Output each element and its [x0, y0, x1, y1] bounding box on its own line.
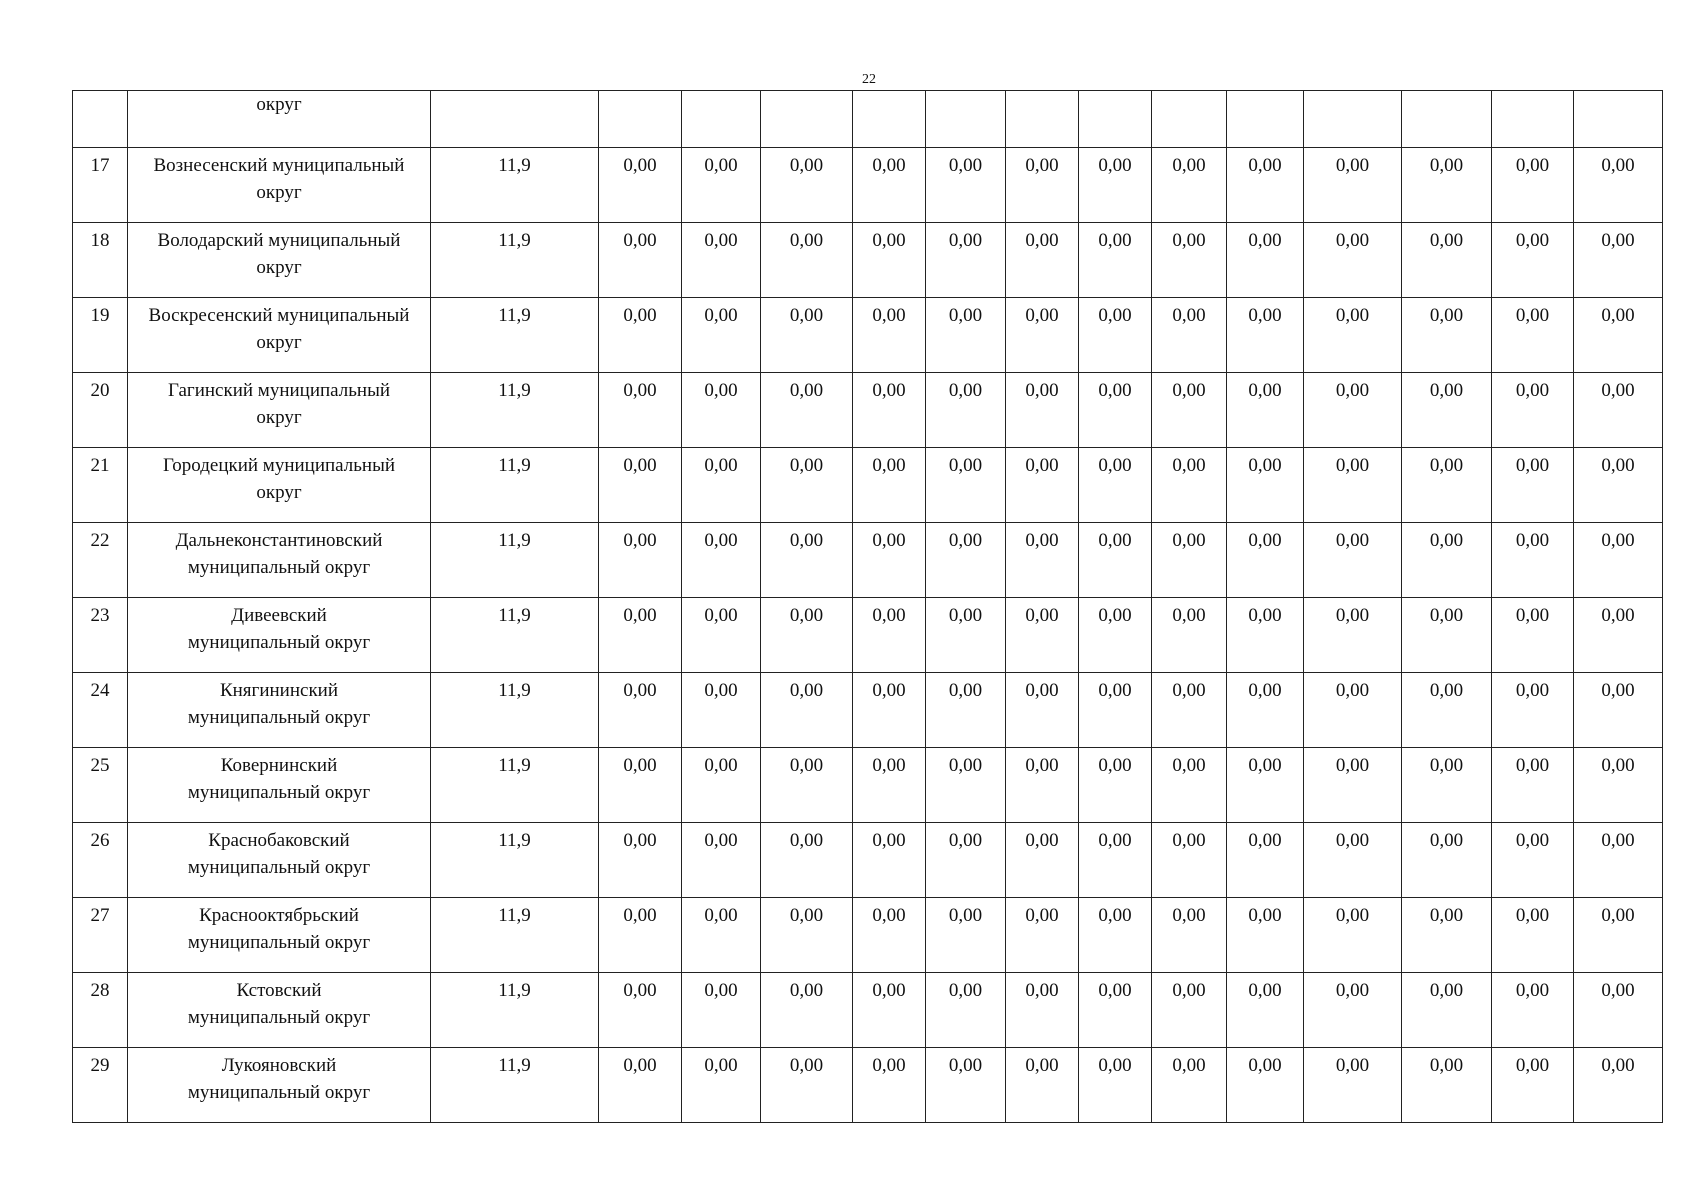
amount-cell: 0,00 [682, 823, 761, 898]
amount-cell: 0,00 [1152, 373, 1227, 448]
row-number-cell: 18 [73, 223, 128, 298]
amount-cell: 0,00 [682, 598, 761, 673]
district-name-line: округ [256, 182, 302, 203]
amount-cell: 0,00 [1006, 148, 1079, 223]
district-name-line: муниципальный округ [187, 932, 371, 953]
row-number-cell: 27 [73, 898, 128, 973]
amount-cell: 0,00 [853, 748, 926, 823]
value-cell: 11,9 [431, 373, 599, 448]
amount-cell [1227, 91, 1304, 148]
row-number-cell: 23 [73, 598, 128, 673]
amount-cell: 0,00 [853, 673, 926, 748]
amount-cell: 0,00 [1079, 1048, 1152, 1123]
amount-cell: 0,00 [1574, 748, 1663, 823]
amount-cell: 0,00 [1227, 1048, 1304, 1123]
amount-cell: 0,00 [1006, 973, 1079, 1048]
amount-cell: 0,00 [599, 1048, 682, 1123]
table-row [73, 223, 1663, 298]
amount-cell: 0,00 [1492, 598, 1574, 673]
amount-cell: 0,00 [1574, 598, 1663, 673]
district-name-cell: округ [128, 91, 431, 148]
district-name-line: Вознесенский муниципальный [153, 155, 405, 176]
amount-cell: 0,00 [1079, 973, 1152, 1048]
amount-cell: 0,00 [1227, 298, 1304, 373]
amount-cell: 0,00 [1079, 898, 1152, 973]
amount-cell: 0,00 [853, 523, 926, 598]
district-name-cell [128, 598, 431, 673]
amount-cell: 0,00 [682, 748, 761, 823]
amount-cell: 0,00 [853, 223, 926, 298]
amount-cell: 0,00 [761, 223, 853, 298]
amount-cell: 0,00 [1006, 298, 1079, 373]
amount-cell: 0,00 [853, 598, 926, 673]
amount-cell: 0,00 [1152, 973, 1227, 1048]
amount-cell [926, 91, 1006, 148]
amount-cell: 0,00 [853, 973, 926, 1048]
amount-cell: 0,00 [1304, 898, 1402, 973]
amount-cell: 0,00 [1402, 1048, 1492, 1123]
amount-cell [853, 91, 926, 148]
district-name-line: Дальнеконстантиновский [175, 530, 383, 551]
amount-cell [682, 91, 761, 148]
amount-cell: 0,00 [853, 448, 926, 523]
amount-cell: 0,00 [926, 673, 1006, 748]
amount-cell: 0,00 [1574, 373, 1663, 448]
district-name-cell [128, 898, 431, 973]
amount-cell: 0,00 [926, 223, 1006, 298]
amount-cell [1304, 91, 1402, 148]
amount-cell: 0,00 [1079, 748, 1152, 823]
row-number-cell: 22 [73, 523, 128, 598]
amount-cell: 0,00 [761, 373, 853, 448]
amount-cell: 0,00 [1402, 148, 1492, 223]
district-name-cell [128, 973, 431, 1048]
district-name-line: Гагинский муниципальный [167, 380, 391, 401]
district-name-line: Княгининский [219, 680, 339, 701]
district-name-line: Краснооктябрьский [199, 905, 359, 926]
amount-cell: 0,00 [853, 298, 926, 373]
page-number: 22 [862, 72, 876, 87]
amount-cell: 0,00 [926, 598, 1006, 673]
amount-cell: 0,00 [1006, 748, 1079, 823]
amount-cell: 0,00 [1492, 448, 1574, 523]
amount-cell: 0,00 [1006, 823, 1079, 898]
amount-cell: 0,00 [682, 373, 761, 448]
amount-cell: 0,00 [599, 823, 682, 898]
table-row [73, 523, 1663, 598]
amount-cell: 0,00 [1402, 748, 1492, 823]
amount-cell: 0,00 [1006, 223, 1079, 298]
value-cell [431, 91, 599, 148]
amount-cell: 0,00 [1574, 223, 1663, 298]
value-cell: 11,9 [431, 748, 599, 823]
amount-cell: 0,00 [1402, 373, 1492, 448]
district-name-cell [128, 823, 431, 898]
district-name-line: округ [256, 407, 302, 428]
amount-cell: 0,00 [1079, 298, 1152, 373]
table-row [73, 898, 1663, 973]
amount-cell: 0,00 [1079, 373, 1152, 448]
value-cell: 11,9 [431, 523, 599, 598]
amount-cell: 0,00 [1402, 973, 1492, 1048]
amount-cell: 0,00 [1402, 223, 1492, 298]
amount-cell: 0,00 [1304, 523, 1402, 598]
row-number-cell [73, 91, 128, 148]
amount-cell: 0,00 [1402, 823, 1492, 898]
amount-cell: 0,00 [1574, 1048, 1663, 1123]
amount-cell: 0,00 [1152, 898, 1227, 973]
amount-cell: 0,00 [1492, 148, 1574, 223]
amount-cell: 0,00 [599, 598, 682, 673]
amount-cell: 0,00 [1574, 523, 1663, 598]
district-name-line: округ [256, 332, 302, 353]
amount-cell: 0,00 [1574, 673, 1663, 748]
amount-cell: 0,00 [1227, 748, 1304, 823]
amount-cell: 0,00 [599, 673, 682, 748]
amount-cell: 0,00 [853, 1048, 926, 1123]
table-row [73, 748, 1663, 823]
amount-cell: 0,00 [1304, 1048, 1402, 1123]
amount-cell: 0,00 [1227, 523, 1304, 598]
amount-cell: 0,00 [926, 973, 1006, 1048]
amount-cell [1492, 91, 1574, 148]
table-row [73, 673, 1663, 748]
amount-cell: 0,00 [1079, 148, 1152, 223]
value-cell: 11,9 [431, 823, 599, 898]
amount-cell: 0,00 [682, 298, 761, 373]
value-cell: 11,9 [431, 298, 599, 373]
district-name-line: Ковернинский [220, 755, 338, 776]
amount-cell: 0,00 [1304, 448, 1402, 523]
amount-cell: 0,00 [1006, 448, 1079, 523]
amount-cell: 0,00 [1304, 298, 1402, 373]
district-name-cell [128, 448, 431, 523]
amount-cell: 0,00 [761, 748, 853, 823]
value-cell: 11,9 [431, 448, 599, 523]
amount-cell: 0,00 [1304, 598, 1402, 673]
amount-cell: 0,00 [1227, 223, 1304, 298]
amount-cell: 0,00 [1079, 823, 1152, 898]
row-number-cell: 20 [73, 373, 128, 448]
row-number-cell: 28 [73, 973, 128, 1048]
amount-cell: 0,00 [1006, 598, 1079, 673]
amount-cell: 0,00 [1006, 523, 1079, 598]
amount-cell: 0,00 [1227, 598, 1304, 673]
amount-cell: 0,00 [682, 223, 761, 298]
amount-cell: 0,00 [761, 898, 853, 973]
amount-cell: 0,00 [1574, 973, 1663, 1048]
district-name-line: муниципальный округ [187, 557, 371, 578]
amount-cell: 0,00 [853, 373, 926, 448]
amount-cell: 0,00 [599, 373, 682, 448]
table-row [73, 598, 1663, 673]
district-name-cell [128, 1048, 431, 1123]
amount-cell: 0,00 [1227, 898, 1304, 973]
amount-cell: 0,00 [1227, 448, 1304, 523]
amount-cell: 0,00 [1304, 973, 1402, 1048]
row-number-cell: 29 [73, 1048, 128, 1123]
table-row [73, 298, 1663, 373]
amount-cell: 0,00 [599, 448, 682, 523]
district-name-line: муниципальный округ [187, 632, 371, 653]
table-row [73, 148, 1663, 223]
amount-cell: 0,00 [1227, 673, 1304, 748]
amount-cell: 0,00 [1402, 523, 1492, 598]
amount-cell: 0,00 [1304, 673, 1402, 748]
amount-cell: 0,00 [1304, 223, 1402, 298]
amount-cell: 0,00 [1402, 898, 1492, 973]
amount-cell: 0,00 [1152, 598, 1227, 673]
amount-cell: 0,00 [1079, 448, 1152, 523]
row-number-cell: 26 [73, 823, 128, 898]
row-number-cell: 17 [73, 148, 128, 223]
amount-cell: 0,00 [1079, 673, 1152, 748]
value-cell: 11,9 [431, 898, 599, 973]
district-name-line: Лукояновский [221, 1055, 337, 1076]
amount-cell: 0,00 [1079, 523, 1152, 598]
district-name-cell [128, 148, 431, 223]
amount-cell: 0,00 [1304, 373, 1402, 448]
value-cell: 11,9 [431, 223, 599, 298]
amount-cell: 0,00 [682, 448, 761, 523]
amount-cell: 0,00 [1152, 448, 1227, 523]
district-name-line: муниципальный округ [187, 1082, 371, 1103]
amount-cell: 0,00 [1006, 373, 1079, 448]
amount-cell: 0,00 [761, 823, 853, 898]
amount-cell: 0,00 [1574, 898, 1663, 973]
district-name-cell [128, 523, 431, 598]
amount-cell: 0,00 [1574, 298, 1663, 373]
amount-cell: 0,00 [761, 598, 853, 673]
amount-cell: 0,00 [1304, 823, 1402, 898]
amount-cell [1574, 91, 1663, 148]
amount-cell: 0,00 [599, 748, 682, 823]
amount-cell: 0,00 [761, 673, 853, 748]
amount-cell: 0,00 [1152, 673, 1227, 748]
amount-cell: 0,00 [599, 898, 682, 973]
amount-cell: 0,00 [1006, 898, 1079, 973]
district-name-line: Воскресенский муниципальный [148, 305, 410, 326]
amount-cell: 0,00 [1152, 148, 1227, 223]
amount-cell: 0,00 [926, 298, 1006, 373]
amount-cell: 0,00 [1227, 148, 1304, 223]
amount-cell: 0,00 [1006, 673, 1079, 748]
amount-cell [761, 91, 853, 148]
table-body [73, 91, 1663, 1123]
amount-cell: 0,00 [1079, 223, 1152, 298]
data-table [72, 90, 1663, 1123]
amount-cell: 0,00 [682, 898, 761, 973]
district-name-cell [128, 748, 431, 823]
amount-cell: 0,00 [682, 973, 761, 1048]
amount-cell: 0,00 [1079, 598, 1152, 673]
amount-cell [1152, 91, 1227, 148]
district-name-line: муниципальный округ [187, 857, 371, 878]
amount-cell: 0,00 [599, 298, 682, 373]
table-row [73, 448, 1663, 523]
amount-cell: 0,00 [1492, 298, 1574, 373]
amount-cell: 0,00 [761, 973, 853, 1048]
amount-cell: 0,00 [1402, 598, 1492, 673]
amount-cell: 0,00 [853, 823, 926, 898]
amount-cell: 0,00 [1152, 1048, 1227, 1123]
amount-cell: 0,00 [1492, 523, 1574, 598]
district-name-line: муниципальный округ [187, 782, 371, 803]
amount-cell: 0,00 [926, 373, 1006, 448]
amount-cell: 0,00 [926, 898, 1006, 973]
district-name-line: Володарский муниципальный [157, 230, 401, 251]
amount-cell: 0,00 [682, 1048, 761, 1123]
amount-cell: 0,00 [1492, 748, 1574, 823]
table-row [73, 973, 1663, 1048]
amount-cell: 0,00 [1492, 373, 1574, 448]
amount-cell: 0,00 [761, 148, 853, 223]
district-name-line: округ [256, 482, 302, 503]
amount-cell: 0,00 [926, 148, 1006, 223]
amount-cell: 0,00 [682, 673, 761, 748]
amount-cell: 0,00 [926, 823, 1006, 898]
amount-cell: 0,00 [1227, 823, 1304, 898]
district-name-line: Дивеевский [231, 605, 327, 626]
amount-cell: 0,00 [1492, 223, 1574, 298]
amount-cell: 0,00 [1006, 1048, 1079, 1123]
district-name-line: Краснобаковский [208, 830, 350, 851]
district-name-cell [128, 673, 431, 748]
amount-cell: 0,00 [1492, 1048, 1574, 1123]
amount-cell: 0,00 [1492, 823, 1574, 898]
row-number-cell: 21 [73, 448, 128, 523]
district-name-line: муниципальный округ [187, 1007, 371, 1028]
amount-cell: 0,00 [1402, 673, 1492, 748]
amount-cell: 0,00 [926, 523, 1006, 598]
amount-cell: 0,00 [761, 298, 853, 373]
amount-cell: 0,00 [926, 1048, 1006, 1123]
amount-cell: 0,00 [926, 748, 1006, 823]
amount-cell: 0,00 [682, 523, 761, 598]
amount-cell: 0,00 [1492, 973, 1574, 1048]
amount-cell: 0,00 [1152, 298, 1227, 373]
amount-cell: 0,00 [1152, 823, 1227, 898]
amount-cell [1402, 91, 1492, 148]
amount-cell [1079, 91, 1152, 148]
amount-cell: 0,00 [1574, 823, 1663, 898]
district-name-line: Городецкий муниципальный [162, 455, 396, 476]
amount-cell: 0,00 [1492, 898, 1574, 973]
amount-cell [599, 91, 682, 148]
district-name-cell [128, 298, 431, 373]
amount-cell: 0,00 [1152, 748, 1227, 823]
amount-cell: 0,00 [761, 523, 853, 598]
value-cell: 11,9 [431, 1048, 599, 1123]
amount-cell: 0,00 [599, 523, 682, 598]
amount-cell: 0,00 [926, 448, 1006, 523]
district-name-line: округ [256, 257, 302, 278]
amount-cell: 0,00 [682, 148, 761, 223]
amount-cell: 0,00 [1492, 673, 1574, 748]
row-number-cell: 25 [73, 748, 128, 823]
value-cell: 11,9 [431, 148, 599, 223]
amount-cell: 0,00 [1402, 448, 1492, 523]
row-number-cell: 19 [73, 298, 128, 373]
row-number-cell: 24 [73, 673, 128, 748]
amount-cell [1006, 91, 1079, 148]
amount-cell: 0,00 [761, 1048, 853, 1123]
table-row-continuation [73, 91, 1663, 148]
amount-cell: 0,00 [1574, 448, 1663, 523]
amount-cell: 0,00 [1402, 298, 1492, 373]
amount-cell: 0,00 [1304, 148, 1402, 223]
amount-cell: 0,00 [853, 148, 926, 223]
amount-cell: 0,00 [1304, 748, 1402, 823]
value-cell: 11,9 [431, 973, 599, 1048]
table-row [73, 373, 1663, 448]
amount-cell: 0,00 [761, 448, 853, 523]
table-row [73, 1048, 1663, 1123]
amount-cell: 0,00 [599, 973, 682, 1048]
district-name-line: муниципальный округ [187, 707, 371, 728]
amount-cell: 0,00 [1574, 148, 1663, 223]
value-cell: 11,9 [431, 598, 599, 673]
amount-cell: 0,00 [599, 148, 682, 223]
district-name-cell [128, 223, 431, 298]
amount-cell: 0,00 [853, 898, 926, 973]
table-row [73, 823, 1663, 898]
amount-cell: 0,00 [599, 223, 682, 298]
district-name-cell [128, 373, 431, 448]
amount-cell: 0,00 [1152, 223, 1227, 298]
value-cell: 11,9 [431, 673, 599, 748]
amount-cell: 0,00 [1227, 373, 1304, 448]
amount-cell: 0,00 [1227, 973, 1304, 1048]
amount-cell: 0,00 [1152, 523, 1227, 598]
district-name-line: Кстовский [236, 980, 322, 1001]
